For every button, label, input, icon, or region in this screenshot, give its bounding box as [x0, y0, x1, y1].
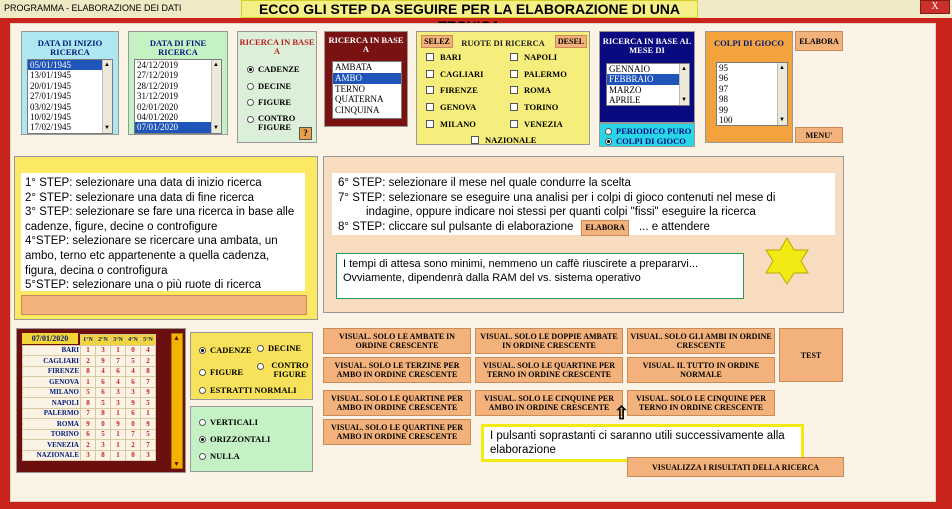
- grid-cell[interactable]: 1: [81, 377, 96, 388]
- deselect-all-button[interactable]: DESEL: [555, 35, 587, 48]
- checkbox-label: MILANO: [440, 119, 476, 129]
- grid-cell[interactable]: 5: [141, 429, 156, 440]
- btn-terzine-ambo[interactable]: VISUAL. SOLO LE TERZINE PER AMBO IN ORDINE CRESCENTE: [323, 357, 471, 383]
- list-item[interactable]: 27/01/1945: [30, 91, 72, 102]
- radio-label: DECINE: [258, 81, 292, 91]
- period-options-panel: [599, 123, 695, 147]
- checkbox-icon: [510, 70, 518, 78]
- list-item[interactable]: AMBATA: [335, 62, 373, 72]
- grid-cell[interactable]: 4: [141, 345, 156, 356]
- radio-label: CONTRO FIGURE: [271, 360, 309, 379]
- list-item[interactable]: 20/01/1945: [30, 80, 72, 91]
- grid-cell[interactable]: 1: [111, 440, 126, 451]
- list-item[interactable]: MARZO: [609, 84, 642, 95]
- radio-label: DECINE: [268, 343, 302, 353]
- month-panel: [599, 31, 695, 123]
- step-6: 6° STEP: selezionare il mese nel quale condurre la scelta: [338, 177, 631, 189]
- check-napoli[interactable]: [510, 52, 557, 62]
- wait-note-line1: I tempi di attesa sono minimi, nemmeno un caffè riuscirete a prepararvi...: [343, 258, 699, 270]
- radio-label: CADENZE: [258, 64, 300, 74]
- table-row: [23, 398, 156, 409]
- step-3: 3° STEP: selezionare se fare una ricerca in base alle cadenze, figure, decine o controfigure: [25, 206, 295, 233]
- grid-cell[interactable]: 0: [126, 450, 141, 461]
- scrollbar[interactable]: [777, 63, 787, 125]
- shots-label: COLPI DI GIOCO: [714, 38, 784, 48]
- radio-orizzontali[interactable]: [199, 434, 270, 444]
- list-item[interactable]: 28/12/2019: [137, 80, 179, 91]
- table-row: [23, 366, 156, 377]
- step-8-text: 8° STEP: cliccare sul pulsante di elaborazione: [338, 221, 574, 234]
- grid-cell[interactable]: 7: [126, 429, 141, 440]
- list-item[interactable]: 27/12/2019: [137, 70, 179, 81]
- list-item[interactable]: AMBO: [333, 73, 401, 84]
- btn-doppie-ambate[interactable]: VISUAL. SOLO LE DOPPIE AMBATE IN ORDINE CRESCENTE: [475, 328, 623, 354]
- radio-label: NULLA: [210, 451, 240, 461]
- checkbox-label: VENEZIA: [524, 119, 563, 129]
- close-button[interactable]: X: [920, 0, 950, 14]
- grid-cell[interactable]: 8: [96, 408, 111, 419]
- wheels-panel: [416, 31, 590, 145]
- radio-label: CONTRO FIGURE: [258, 113, 296, 132]
- window-title: PROGRAMMA - ELABORAZIONE DEI DATI: [4, 3, 182, 13]
- month-label: RICERCA IN BASE AL MESE DI: [602, 36, 692, 55]
- grid-cell[interactable]: 0: [126, 419, 141, 430]
- checkbox-label: NAZIONALE: [485, 135, 537, 145]
- grid-cell[interactable]: 6: [126, 377, 141, 388]
- grid-cell[interactable]: 5: [96, 398, 111, 409]
- list-item[interactable]: 98: [719, 94, 728, 105]
- radio-icon: [199, 419, 206, 426]
- grid-cell[interactable]: 8: [96, 450, 111, 461]
- table-row: [23, 345, 156, 356]
- grid-cell[interactable]: 3: [141, 450, 156, 461]
- grid-wheel-name: ROMA: [23, 419, 81, 430]
- end-date-label: DATA DI FINE RICERCA: [149, 38, 207, 57]
- step-1: 1° STEP: selezionare una data di inizio ricerca: [25, 177, 262, 189]
- grid-cell[interactable]: 2: [126, 440, 141, 451]
- grid-cell[interactable]: 0: [96, 419, 111, 430]
- radio-colpi-di-gioco[interactable]: [605, 136, 686, 146]
- check-torino[interactable]: [510, 102, 558, 112]
- list-item[interactable]: 07/01/2020: [135, 122, 221, 132]
- grid-col-header: 2°N: [96, 335, 111, 346]
- list-item[interactable]: 99: [719, 104, 728, 115]
- grid-wheel-name: NAPOLI: [23, 398, 81, 409]
- checkbox-icon: [510, 86, 518, 94]
- grid-date: 07/01/2020: [22, 333, 78, 344]
- radio-contro-figure[interactable]: [247, 114, 302, 132]
- radio-periodico-puro[interactable]: [605, 126, 691, 136]
- steps-left-text: [21, 173, 305, 291]
- checkbox-icon: [426, 53, 434, 61]
- check-bari[interactable]: [426, 52, 461, 62]
- check-palermo[interactable]: [510, 69, 567, 79]
- checkbox-icon: [426, 86, 434, 94]
- list-item[interactable]: 04/01/2020: [137, 112, 179, 123]
- grid-cell[interactable]: 9: [81, 419, 96, 430]
- grid-cell[interactable]: 3: [111, 398, 126, 409]
- btn-cinquine-terno[interactable]: VISUAL. SOLO LE CINQUINE PER TERNO IN ORDINE CRESCENTE: [627, 390, 775, 416]
- scrollbar[interactable]: [102, 60, 112, 133]
- grid-cell[interactable]: 0: [126, 345, 141, 356]
- steps-scrollbar[interactable]: [21, 295, 307, 315]
- grid-cell[interactable]: 7: [141, 377, 156, 388]
- checkbox-label: GENOVA: [440, 102, 477, 112]
- list-item[interactable]: 31/12/2019: [137, 91, 179, 102]
- grid-wheel-name: NAZIONALE: [23, 450, 81, 461]
- list-item[interactable]: FEBBRAIO: [607, 74, 689, 84]
- results-grid-table: [22, 334, 156, 461]
- end-date-list[interactable]: [134, 59, 222, 134]
- check-venezia[interactable]: [510, 119, 563, 129]
- list-item[interactable]: QUATERNA: [335, 94, 384, 105]
- radio-icon: [257, 363, 264, 370]
- check-milano[interactable]: [426, 119, 476, 129]
- scroll-down-icon[interactable]: ▼: [173, 460, 180, 468]
- radio-icon: [247, 116, 254, 123]
- grid-cell[interactable]: 7: [81, 408, 96, 419]
- search-base-label: RICERCA IN BASE A: [239, 37, 315, 56]
- radio-icon: [257, 345, 264, 352]
- table-row: [23, 440, 156, 451]
- scrollbar[interactable]: [679, 64, 689, 105]
- select-all-button[interactable]: SELEZ: [421, 35, 453, 48]
- grid-cell[interactable]: 9: [126, 398, 141, 409]
- grid-col-header: 4°N: [126, 335, 141, 346]
- list-item[interactable]: 97: [719, 83, 728, 94]
- list-item[interactable]: 03/02/1945: [30, 101, 72, 112]
- grid-cell[interactable]: 8: [141, 366, 156, 377]
- grid-cell[interactable]: 6: [111, 366, 126, 377]
- checkbox-label: ROMA: [524, 85, 551, 95]
- menu-button[interactable]: MENU': [795, 127, 843, 143]
- step-7-cont: indagine, oppure indicare noi stessi per quanti colpi "fissi" eseguire la ricerca: [366, 206, 756, 218]
- buttons-note: I pulsanti soprastanti ci saranno utili successivamente alla elaborazione: [481, 424, 804, 462]
- grid-col-header: 3°N: [111, 335, 126, 346]
- table-row: [23, 387, 156, 398]
- shots-list[interactable]: [716, 62, 788, 126]
- grid-cell[interactable]: 3: [111, 387, 126, 398]
- btn-quartine-ambo-2[interactable]: VISUAL. SOLO LE QUARTINE PER AMBO IN ORDINE CRESCENTE: [323, 419, 471, 445]
- grid-options-panel: [190, 332, 313, 400]
- steps-left-panel: [14, 156, 318, 320]
- grid-scrollbar[interactable]: [171, 333, 183, 469]
- btn-ambi[interactable]: VISUAL. SOLO GLI AMBI IN ORDINE CRESCENTE: [627, 328, 775, 354]
- grid-cell[interactable]: 9: [141, 387, 156, 398]
- grid-cell[interactable]: 1: [111, 408, 126, 419]
- results-grid-panel: [16, 328, 186, 473]
- list-item[interactable]: 13/01/1945: [30, 70, 72, 81]
- grid-cell[interactable]: 7: [141, 440, 156, 451]
- table-row: [23, 377, 156, 388]
- grid-wheel-name: TORINO: [23, 429, 81, 440]
- radio-verticali[interactable]: [199, 417, 258, 427]
- grid-corner: [23, 335, 81, 346]
- radio-label: CADENZE: [210, 345, 252, 355]
- grid-cell[interactable]: 9: [96, 356, 111, 367]
- radio-icon: [247, 83, 254, 90]
- checkbox-icon: [510, 120, 518, 128]
- inline-elabora-button[interactable]: ELABORA: [581, 220, 629, 236]
- elabora-button[interactable]: ELABORA: [795, 31, 843, 51]
- step-8-end: ... e attendere: [638, 221, 710, 234]
- scroll-up-icon[interactable]: ▲: [173, 334, 180, 342]
- grid-col-header: 1°N: [81, 335, 96, 346]
- grid-header-row: [23, 335, 156, 346]
- headline-banner: ECCO GLI STEP DA SEGUIRE PER LA ELABORAZIONE DI UNA: [241, 0, 698, 18]
- radio-icon: [605, 128, 612, 135]
- grid-cell[interactable]: 5: [126, 356, 141, 367]
- month-list[interactable]: [606, 63, 690, 106]
- list-item[interactable]: 10/02/1945: [30, 112, 72, 123]
- radio-grid-estratti[interactable]: [199, 385, 297, 395]
- grid-wheel-name: GENOVA: [23, 377, 81, 388]
- radio-figure[interactable]: [247, 97, 291, 107]
- ambata-list[interactable]: [332, 61, 402, 119]
- btn-tutto-normale[interactable]: VISUAL. IL TUTTO IN ORDINE NORMALE: [627, 357, 775, 383]
- grid-cell[interactable]: 8: [81, 366, 96, 377]
- checkbox-label: NAPOLI: [524, 52, 558, 62]
- checkbox-icon: [426, 70, 434, 78]
- check-nazionale[interactable]: [471, 135, 536, 145]
- table-row: [23, 429, 156, 440]
- checkbox-icon: [426, 103, 434, 111]
- wait-note-box: [336, 253, 744, 299]
- checkbox-icon: [471, 136, 479, 144]
- grid-cell[interactable]: 5: [141, 398, 156, 409]
- step-2: 2° STEP: selezionare una data di fine ricerca: [25, 191, 254, 204]
- grid-cell[interactable]: 6: [126, 408, 141, 419]
- checkbox-icon: [510, 53, 518, 61]
- start-date-label: DATA DI INIZIO RICERCA: [37, 38, 103, 57]
- orientation-panel: [190, 406, 313, 472]
- shots-panel: [705, 31, 793, 143]
- grid-cell[interactable]: 6: [96, 387, 111, 398]
- check-firenze[interactable]: [426, 85, 478, 95]
- grid-cell[interactable]: 1: [111, 345, 126, 356]
- ambata-panel: [324, 31, 408, 127]
- star-icon: [764, 237, 810, 285]
- radio-icon: [605, 138, 612, 145]
- grid-cell[interactable]: 2: [141, 356, 156, 367]
- radio-grid-contro-figure[interactable]: [257, 361, 312, 379]
- btn-ambate[interactable]: VISUAL. SOLO LE AMBATE IN ORDINE CRESCENTE: [323, 328, 471, 354]
- end-date-panel: [128, 31, 228, 135]
- radio-icon: [199, 436, 206, 443]
- wheels-label: RUOTE DI RICERCA: [461, 38, 545, 48]
- check-roma[interactable]: [510, 85, 551, 95]
- grid-cell[interactable]: 1: [111, 450, 126, 461]
- btn-visualizza-risultati[interactable]: VISUALIZZA I RISULTATI DELLA RICERCA: [627, 457, 844, 477]
- grid-cell[interactable]: 4: [126, 366, 141, 377]
- checkbox-icon: [426, 120, 434, 128]
- radio-label: PERIODICO PURO: [616, 126, 692, 136]
- checkbox-label: BARI: [440, 52, 462, 62]
- radio-icon: [199, 453, 206, 460]
- list-item[interactable]: 05/01/1945: [28, 60, 112, 70]
- table-row: [23, 450, 156, 461]
- checkbox-icon: [510, 103, 518, 111]
- radio-grid-cadenze[interactable]: [199, 345, 252, 355]
- grid-cell[interactable]: 3: [81, 450, 96, 461]
- list-item[interactable]: CINQUINA: [335, 105, 380, 116]
- grid-cell[interactable]: 7: [111, 356, 126, 367]
- step-8: [338, 220, 829, 236]
- grid-cell[interactable]: 2: [81, 356, 96, 367]
- start-date-panel: [21, 31, 119, 135]
- btn-cinquine-ambo[interactable]: VISUAL. SOLO LE CINQUINE PER AMBO IN ORDINE CRESCENTE: [475, 390, 623, 416]
- btn-quartine-terno[interactable]: VISUAL. SOLO LE QUARTINE PER TERNO IN ORDINE CRESCENTE: [475, 357, 623, 383]
- radio-label: ESTRATTI NORMALI: [210, 385, 297, 395]
- grid-cell[interactable]: 3: [96, 440, 111, 451]
- checkbox-label: PALERMO: [524, 69, 567, 79]
- grid-cell[interactable]: 1: [81, 345, 96, 356]
- grid-cell[interactable]: 5: [81, 387, 96, 398]
- radio-cadenze[interactable]: [247, 64, 300, 74]
- grid-cell[interactable]: 5: [96, 429, 111, 440]
- grid-cell[interactable]: 4: [96, 366, 111, 377]
- steps-right-text: [332, 173, 835, 235]
- list-item[interactable]: 96: [719, 73, 728, 84]
- radio-label: FIGURE: [258, 97, 292, 107]
- checkbox-label: FIRENZE: [440, 85, 478, 95]
- btn-test[interactable]: TEST: [779, 328, 843, 382]
- wait-note-line2: Ovviamente, dipendenrà dalla RAM del vs. sistema operativo: [343, 272, 641, 284]
- grid-col-header: 5°N: [141, 335, 156, 346]
- help-button[interactable]: ?: [299, 127, 312, 140]
- steps-right-panel: [323, 156, 844, 313]
- list-item[interactable]: GENNAIO: [609, 64, 650, 74]
- list-item[interactable]: 24/12/2019: [137, 60, 179, 70]
- list-item[interactable]: 02/01/2020: [137, 101, 179, 112]
- table-row: [23, 419, 156, 430]
- checkbox-label: CAGLIARI: [440, 69, 484, 79]
- check-cagliari[interactable]: [426, 69, 483, 79]
- grid-cell[interactable]: 6: [81, 429, 96, 440]
- grid-cell[interactable]: 1: [111, 429, 126, 440]
- grid-cell[interactable]: 9: [111, 419, 126, 430]
- grid-cell[interactable]: 4: [111, 377, 126, 388]
- table-row: [23, 408, 156, 419]
- radio-icon: [247, 66, 254, 73]
- table-row: [23, 356, 156, 367]
- check-genova[interactable]: [426, 102, 476, 112]
- list-item[interactable]: APRILE: [609, 95, 641, 106]
- checkbox-label: TORINO: [524, 102, 559, 112]
- list-item[interactable]: 95: [719, 63, 728, 73]
- radio-icon: [199, 347, 206, 354]
- grid-cell[interactable]: 9: [141, 419, 156, 430]
- grid-wheel-name: MILANO: [23, 387, 81, 398]
- radio-grid-figure[interactable]: [199, 367, 243, 377]
- radio-grid-decine[interactable]: [257, 343, 301, 353]
- list-item[interactable]: 17/02/1945: [30, 122, 72, 133]
- radio-label: FIGURE: [210, 367, 244, 377]
- grid-cell[interactable]: 6: [96, 377, 111, 388]
- radio-decine[interactable]: [247, 81, 291, 91]
- scrollbar[interactable]: [211, 60, 221, 133]
- ambata-label: RICERCA IN BASE A: [328, 35, 404, 54]
- radio-nulla[interactable]: [199, 451, 240, 461]
- grid-cell[interactable]: 1: [141, 408, 156, 419]
- start-date-list[interactable]: [27, 59, 113, 134]
- step-5: 5°STEP: selezionare una o più ruote di ricerca: [25, 279, 262, 291]
- radio-icon: [199, 369, 206, 376]
- grid-wheel-name: BARI: [23, 345, 81, 356]
- radio-icon: [199, 387, 206, 394]
- grid-wheel-name: CAGLIARI: [23, 356, 81, 367]
- radio-label: VERTICALI: [210, 417, 258, 427]
- search-base-panel: [237, 31, 317, 143]
- btn-quartine-ambo[interactable]: VISUAL. SOLO LE QUARTINE PER AMBO IN ORDINE CRESCENTE: [323, 390, 471, 416]
- list-item[interactable]: 100: [719, 115, 733, 126]
- radio-label: COLPI DI GIOCO: [616, 136, 686, 146]
- arrow-up-icon: ⇧: [614, 403, 630, 423]
- grid-cell[interactable]: 8: [81, 398, 96, 409]
- grid-wheel-name: PALERMO: [23, 408, 81, 419]
- list-item[interactable]: TERNO: [335, 83, 365, 94]
- grid-cell[interactable]: 3: [126, 387, 141, 398]
- grid-cell[interactable]: 3: [96, 345, 111, 356]
- grid-wheel-name: FIRENZE: [23, 366, 81, 377]
- step-7: 7° STEP: selezionare se eseguire una analisi per i colpi di gioco contenuti nel mese di: [338, 191, 776, 204]
- grid-wheel-name: VENEZIA: [23, 440, 81, 451]
- step-4: 4°STEP: selezionare se ricercare una ambata, un ambo, terno etc appartenente a quella cadenza, figura, decina o controfigura: [25, 235, 278, 277]
- radio-icon: [247, 99, 254, 106]
- radio-label: ORIZZONTALI: [210, 434, 271, 444]
- grid-cell[interactable]: 2: [81, 440, 96, 451]
